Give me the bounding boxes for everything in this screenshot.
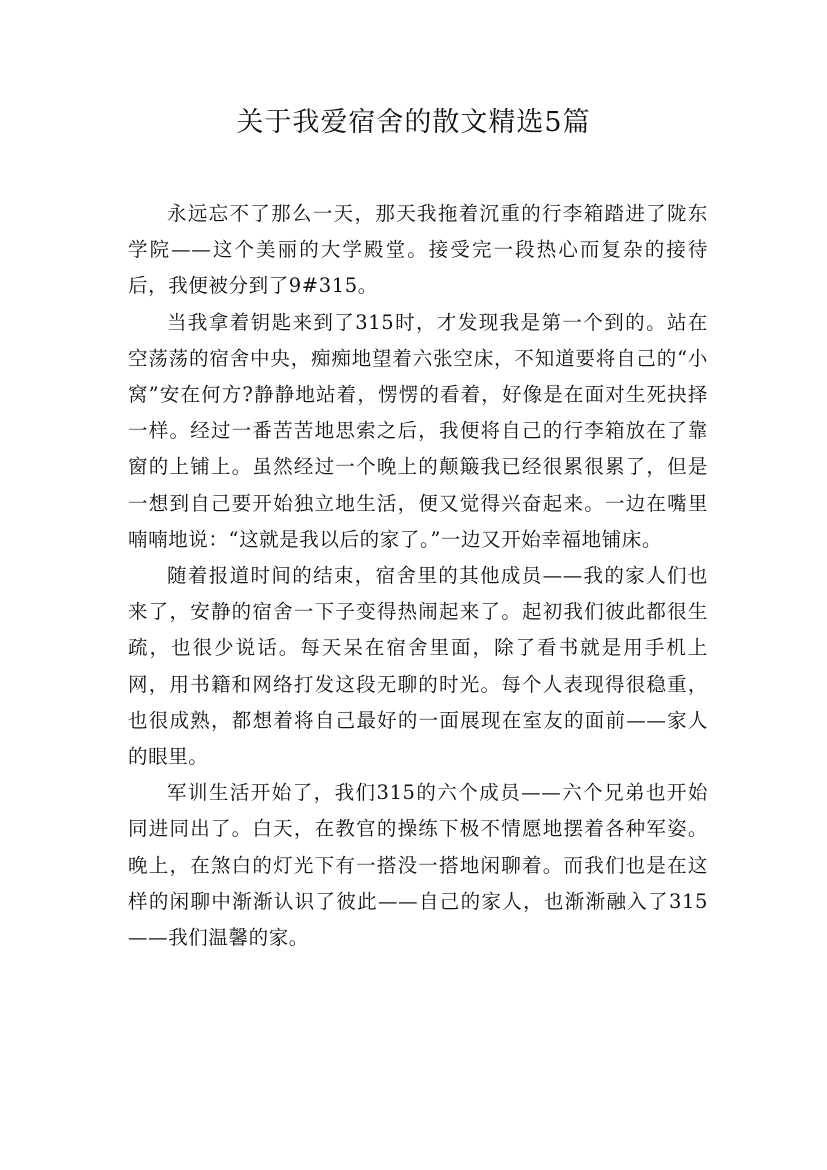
document-body	[128, 196, 708, 956]
paragraph-1: 永远忘不了那么一天，那天我拖着沉重的行李箱踏进了陇东学院——这个美丽的大学殿堂。接受完一段热心而复杂的接待后，我便被分到了9#315。	[128, 202, 708, 298]
document-title: 关于我爱宿舍的散文精选5篇	[236, 107, 591, 138]
paragraph-3: 随着报道时间的结束，宿舍里的其他成员——我的家人们也来了，安静的宿舍一下子变得热闹起来了。起初我们彼此都很生疏，也很少说话。每天呆在宿舍里面，除了看书就是用手机上网，用书籍和网络打发这段无聊的时光。每个人表现得很稳重，也很成熟，都想着将自己最好的一面展现在室友的面前——家人的眼里。	[128, 564, 708, 769]
paragraph-4: 军训生活开始了，我们315的六个成员——六个兄弟也开始同进同出了。白天，在教官的操练下极不情愿地摆着各种军姿。晚上，在煞白的灯光下有一搭没一搭地闲聊着。而我们也是在这样的闲聊中渐渐认识了彼此——自己的家人，也渐渐融入了315——我们温馨的家。	[128, 781, 708, 950]
paragraph-2: 当我拿着钥匙来到了315时，才发现我是第一个到的。站在空荡荡的宿舍中央，痴痴地望着六张空床，不知道要将自己的“小窝”安在何方?静静地站着，愣愣的看着，好像是在面对生死抉择一样。经过一番苦苦地思索之后，我便将自己的行李箱放在了靠窗的上铺上。虽然经过一个晚上的颠簸我已经很累很累了，但是一想到自己要开始独立地生活，便又觉得兴奋起来。一边在嘴里喃喃地说：“这就是我以后的家了。”一边又开始幸福地铺床。	[128, 310, 708, 551]
